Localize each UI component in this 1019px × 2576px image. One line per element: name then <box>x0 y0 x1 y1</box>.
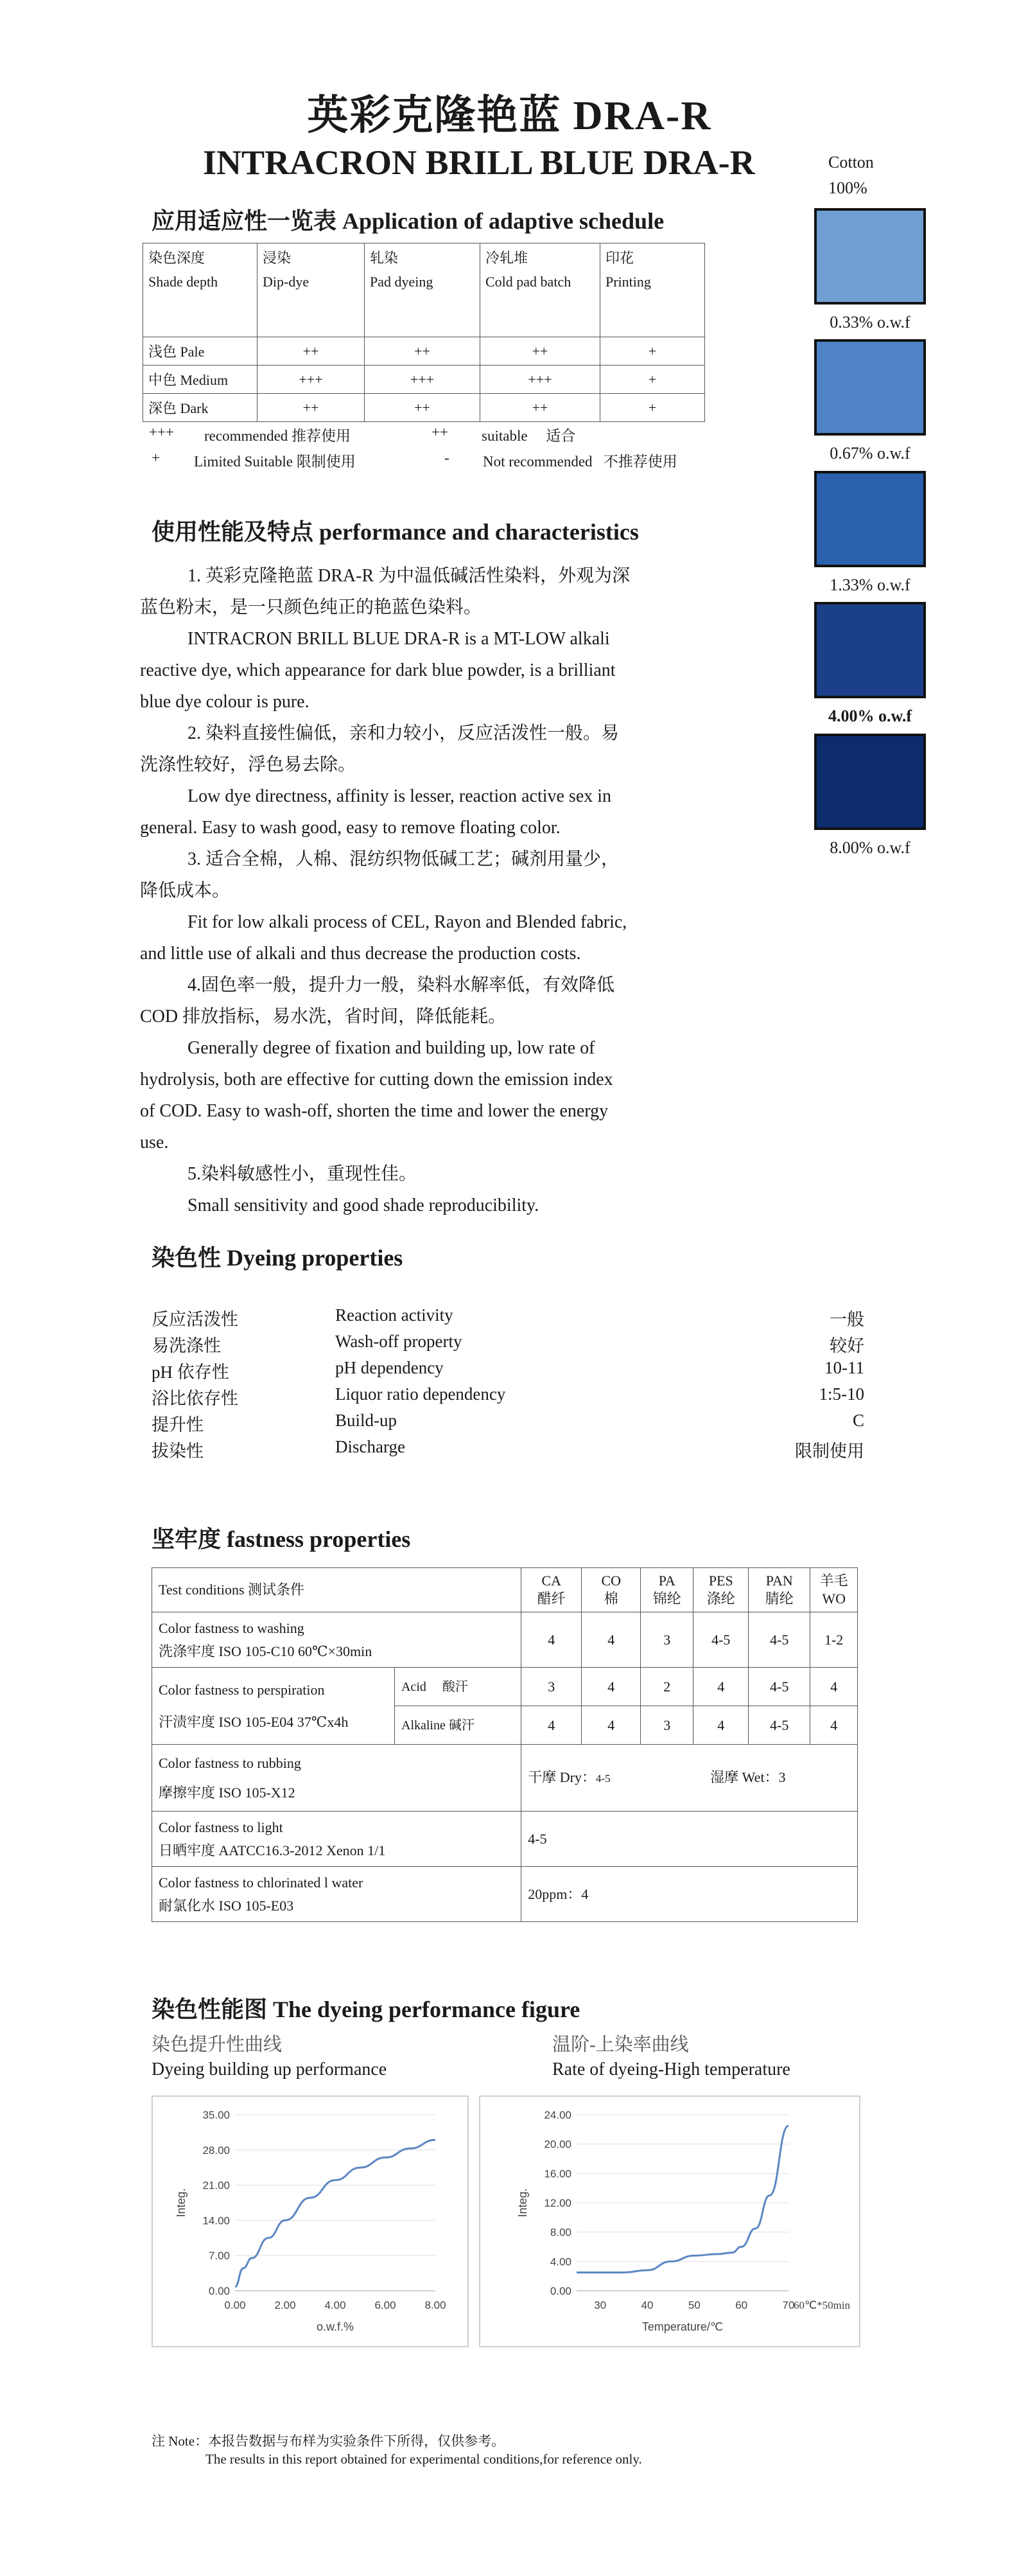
paragraph-line: 降低成本。 <box>140 881 231 901</box>
paragraph-line: Low dye directness, affinity is lesser, reaction active sex in <box>187 786 612 806</box>
x-axis-label: o.w.f.% <box>316 2320 354 2333</box>
series-line <box>235 2140 435 2287</box>
table-cell: 4 <box>582 1706 641 1745</box>
fastness-header-row <box>152 1568 858 1612</box>
table-cell: 4 <box>810 1668 858 1706</box>
prop-value: 限制使用 <box>795 1442 864 1461</box>
table-cell: +++ <box>365 366 480 394</box>
col-pad-dyeing: 轧染 Pad dyeing <box>365 243 480 337</box>
swatch-2 <box>814 339 926 436</box>
prop-cn: 拔染性 <box>152 1442 204 1461</box>
title-en: INTRACRON BRILL BLUE DRA-R <box>203 143 755 182</box>
table-row <box>143 366 705 394</box>
prop-en: Wash-off property <box>335 1332 462 1351</box>
prop-value: 一般 <box>830 1310 864 1329</box>
col-wo: 羊毛 WO <box>810 1568 858 1612</box>
shade-medium: 中色 Medium <box>143 366 257 394</box>
legend-not-recommended-symbol: - <box>444 450 449 466</box>
paragraph-line: 蓝色粉末，是一只颜色纯正的艳蓝色染料。 <box>140 597 482 617</box>
table-cell: 1-2 <box>810 1612 858 1668</box>
paragraph-line: 洗涤性较好，浮色易去除。 <box>140 755 356 775</box>
table-cell: ++ <box>365 394 480 422</box>
col-pa: PA 锦纶 <box>641 1568 693 1612</box>
swatch-label-3: 1.33% o.w.f <box>830 576 910 594</box>
application-table <box>143 243 705 422</box>
table-cell: ++ <box>365 337 480 366</box>
x-tick-label: 30 <box>594 2299 607 2311</box>
left-chart-title-cn: 染色提升性曲线 <box>152 2034 283 2055</box>
figures-title: 染色性能图 The dyeing performance figure <box>152 1997 580 2022</box>
y-tick-label: 7.00 <box>208 2250 230 2263</box>
alkaline-label: Alkaline 碱汗 <box>395 1706 521 1745</box>
perspiration-acid-row <box>152 1668 858 1706</box>
rubbing-condition: Color fastness to rubbing 摩擦牢度 ISO 105-X12 <box>152 1745 521 1812</box>
swatch-label-2: 0.67% o.w.f <box>830 444 910 463</box>
x-tick-label: 50 <box>688 2299 701 2311</box>
col-co: CO 棉 <box>582 1568 641 1612</box>
y-tick-label: 12.00 <box>544 2197 571 2209</box>
x-axis-label: Temperature/℃ <box>641 2320 724 2333</box>
table-cell: 4 <box>521 1706 582 1745</box>
light-row <box>152 1812 858 1867</box>
light-condition: Color fastness to light 日晒牢度 AATCC16.3-2012 Xenon 1/1 <box>152 1812 521 1867</box>
shade-dark: 深色 Dark <box>143 394 257 422</box>
paragraph-line: use. <box>140 1133 169 1152</box>
note-en: The results in this report obtained for experimental conditions,for reference only. <box>205 2451 642 2467</box>
rubbing-row <box>152 1745 858 1812</box>
table-cell: ++ <box>480 394 600 422</box>
y-tick-label: 24.00 <box>544 2109 571 2121</box>
table-cell: +++ <box>480 366 600 394</box>
table-cell: 4 <box>582 1612 641 1668</box>
right-chart-title-en: Rate of dyeing-High temperature <box>552 2060 790 2079</box>
legend-suitable-symbol: ++ <box>431 424 448 440</box>
paragraph-line: Small sensitivity and good shade reproducibility. <box>187 1195 539 1215</box>
table-cell: 2 <box>641 1668 693 1706</box>
y-tick-label: 0.00 <box>550 2285 571 2297</box>
swatch-5 <box>814 734 926 830</box>
swatch-label-1: 0.33% o.w.f <box>830 313 910 331</box>
paragraph-line: hydrolysis, both are effective for cutting down the emission index <box>140 1070 613 1090</box>
prop-value: 较好 <box>830 1336 864 1355</box>
y-tick-label: 20.00 <box>544 2138 571 2151</box>
table-cell: +++ <box>257 366 365 394</box>
col-dip-dye: 浸染 Dip-dye <box>257 243 365 337</box>
x-tick-label: 2.00 <box>274 2299 296 2311</box>
swatch-4 <box>814 602 926 698</box>
table-cell: 4 <box>693 1668 749 1706</box>
legend-not-recommended-text: Not recommended 不推荐使用 <box>483 454 677 470</box>
perspiration-condition: Color fastness to perspiration 汗渍牢度 ISO 105-E04 37℃x4h <box>152 1668 395 1745</box>
paragraph-line: INTRACRON BRILL BLUE DRA-R is a MT-LOW alkali <box>187 629 610 649</box>
table-cell: 4-5 <box>693 1612 749 1668</box>
y-tick-label: 28.00 <box>202 2144 230 2157</box>
prop-en: Reaction activity <box>335 1305 453 1325</box>
buildup-chart <box>152 2095 469 2347</box>
application-title: 应用适应性一览表 Application of adaptive schedule <box>152 208 665 234</box>
x-tick-label: 0.00 <box>224 2299 246 2311</box>
x-tick-label: 40 <box>641 2299 654 2311</box>
paragraph-line: Fit for low alkali process of CEL, Rayon and Blended fabric, <box>187 912 627 932</box>
table-cell: 3 <box>521 1668 582 1706</box>
table-cell: 3 <box>641 1612 693 1668</box>
rubbing-wet: 湿摩 Wet：3 <box>710 1769 786 1785</box>
paragraph-line: reactive dye, which appearance for dark blue powder, is a brilliant <box>140 660 616 680</box>
y-tick-label: 4.00 <box>550 2255 571 2268</box>
y-axis-label: Integ. <box>175 2188 187 2218</box>
right-chart-title-cn: 温阶-上染率曲线 <box>552 2034 689 2055</box>
series-line <box>577 2126 788 2272</box>
col-pes: PES 涤纶 <box>693 1568 749 1612</box>
paragraph-line: of COD. Easy to wash-off, shorten the time and lower the energy <box>140 1101 609 1121</box>
table-cell: + <box>600 337 705 366</box>
swatch-label-4: 4.00% o.w.f <box>828 707 912 725</box>
table-cell: 4-5 <box>749 1612 810 1668</box>
col-pan: PAN 腈纶 <box>749 1568 810 1612</box>
paragraph-line: 1. 英彩克隆艳蓝 DRA-R 为中温低碱活性染料，外观为深 <box>187 566 631 586</box>
washing-row <box>152 1612 858 1668</box>
paragraph-line: COD 排放指标，易水洗，省时间，降低能耗。 <box>140 1007 507 1027</box>
col-shade-depth: 染色深度 Shade depth <box>143 243 257 337</box>
prop-value: 10-11 <box>824 1358 864 1377</box>
left-chart-title-en: Dyeing building up performance <box>152 2060 387 2079</box>
note-cn: 注 Note：本报告数据与布样为实验条件下所得，仅供参考。 <box>152 2433 505 2449</box>
table-cell: ++ <box>257 337 365 366</box>
temperature-note: 60℃*50min <box>794 2299 851 2311</box>
table-cell: 3 <box>641 1706 693 1745</box>
prop-cn: 浴比依存性 <box>152 1389 238 1408</box>
rubbing-dry-value: 4-5 <box>596 1772 611 1785</box>
dyeing-properties-title: 染色性 Dyeing properties <box>152 1245 403 1271</box>
rubbing-dry-label: 干摩 Dry： <box>528 1769 596 1785</box>
table-cell: 4-5 <box>749 1668 810 1706</box>
legend-recommended-symbol: +++ <box>149 424 174 440</box>
chlorine-condition: Color fastness to chlorinated l water 耐氯化水 ISO 105-E03 <box>152 1867 521 1922</box>
chlorine-value: 20ppm：4 <box>521 1867 858 1922</box>
table-row <box>143 337 705 366</box>
paragraph-line: Generally degree of fixation and building up, low rate of <box>187 1038 595 1058</box>
chlorine-row <box>152 1867 858 1922</box>
col-cold-pad-batch: 冷轧堆 Cold pad batch <box>480 243 600 337</box>
test-conditions-header: Test conditions 测试条件 <box>152 1568 521 1612</box>
prop-en: pH dependency <box>335 1358 444 1377</box>
temperature-chart-svg <box>480 2097 859 2346</box>
legend-suitable-text: suitable 适合 <box>482 428 576 444</box>
col-ca: CA 醋纤 <box>521 1568 582 1612</box>
light-value: 4-5 <box>521 1812 858 1867</box>
y-tick-label: 21.00 <box>202 2179 230 2192</box>
prop-en: Discharge <box>335 1437 405 1456</box>
table-cell: + <box>600 366 705 394</box>
paragraph-line: 2. 染料直接性偏低，亲和力较小，反应活泼性一般。易 <box>187 723 620 743</box>
fastness-table <box>152 1567 858 1922</box>
prop-cn: 提升性 <box>152 1415 204 1434</box>
x-tick-label: 60 <box>735 2299 748 2311</box>
paragraph-line: 5.染料敏感性小，重现性佳。 <box>187 1164 417 1184</box>
prop-value: 1:5-10 <box>819 1384 864 1404</box>
table-cell: ++ <box>257 394 365 422</box>
shade-pale: 浅色 Pale <box>143 337 257 366</box>
table-cell: + <box>600 394 705 422</box>
buildup-chart-svg <box>153 2097 467 2346</box>
legend-limited-symbol: + <box>152 450 160 466</box>
x-tick-label: 4.00 <box>324 2299 346 2311</box>
prop-cn: pH 依存性 <box>152 1363 229 1382</box>
col-printing: 印花 Printing <box>600 243 705 337</box>
y-axis-label: Integ. <box>516 2188 529 2218</box>
fastness-title: 坚牢度 fastness properties <box>152 1526 411 1552</box>
acid-label: Acid 酸汗 <box>395 1668 521 1706</box>
table-cell: 4 <box>582 1668 641 1706</box>
paragraph-line: general. Easy to wash good, easy to remove floating color. <box>140 818 561 838</box>
performance-body <box>140 560 692 1221</box>
application-header-row <box>143 243 705 337</box>
table-row <box>143 394 705 422</box>
paragraph-line: 3. 适合全棉，人棉、混纺织物低碱工艺；碱剂用量少， <box>187 849 620 869</box>
temperature-chart <box>479 2095 860 2347</box>
legend-recommended-text: recommended 推荐使用 <box>204 428 351 444</box>
rubbing-values <box>521 1745 858 1812</box>
substrate-label: Cotton <box>828 153 874 172</box>
x-tick-label: 8.00 <box>424 2299 446 2311</box>
prop-en: Build-up <box>335 1411 397 1430</box>
swatch-3 <box>814 471 926 567</box>
paragraph-line: and little use of alkali and thus decrease the production costs. <box>140 944 581 964</box>
washing-condition: Color fastness to washing 洗涤牢度 ISO 105-C10 60℃×30min <box>152 1612 521 1668</box>
y-tick-label: 35.00 <box>202 2109 230 2121</box>
swatch-label-5: 8.00% o.w.f <box>830 838 910 857</box>
y-tick-label: 8.00 <box>550 2226 571 2239</box>
prop-en: Liquor ratio dependency <box>335 1384 506 1404</box>
substrate-percent: 100% <box>828 179 867 197</box>
table-cell: 4 <box>810 1706 858 1745</box>
paragraph-line: blue dye colour is pure. <box>140 692 309 712</box>
table-cell: 4 <box>693 1706 749 1745</box>
prop-value: C <box>852 1411 864 1430</box>
swatch-1 <box>814 208 926 304</box>
y-tick-label: 0.00 <box>208 2285 230 2297</box>
title-cn: 英彩克隆艳蓝 DRA-R <box>307 93 712 138</box>
prop-cn: 反应活泼性 <box>152 1310 238 1329</box>
x-tick-label: 6.00 <box>374 2299 396 2311</box>
legend-limited-text: Limited Suitable 限制使用 <box>194 454 356 470</box>
table-cell: 4-5 <box>749 1706 810 1745</box>
y-tick-label: 14.00 <box>202 2214 230 2227</box>
paragraph-line: 4.固色率一般，提升力一般，染料水解率低，有效降低 <box>187 975 615 995</box>
y-tick-label: 16.00 <box>544 2167 571 2180</box>
performance-title: 使用性能及特点 performance and characteristics <box>152 519 639 545</box>
x-tick-label: 70 <box>782 2299 795 2311</box>
table-cell: ++ <box>480 337 600 366</box>
table-cell: 4 <box>521 1612 582 1668</box>
prop-cn: 易洗涤性 <box>152 1336 221 1355</box>
